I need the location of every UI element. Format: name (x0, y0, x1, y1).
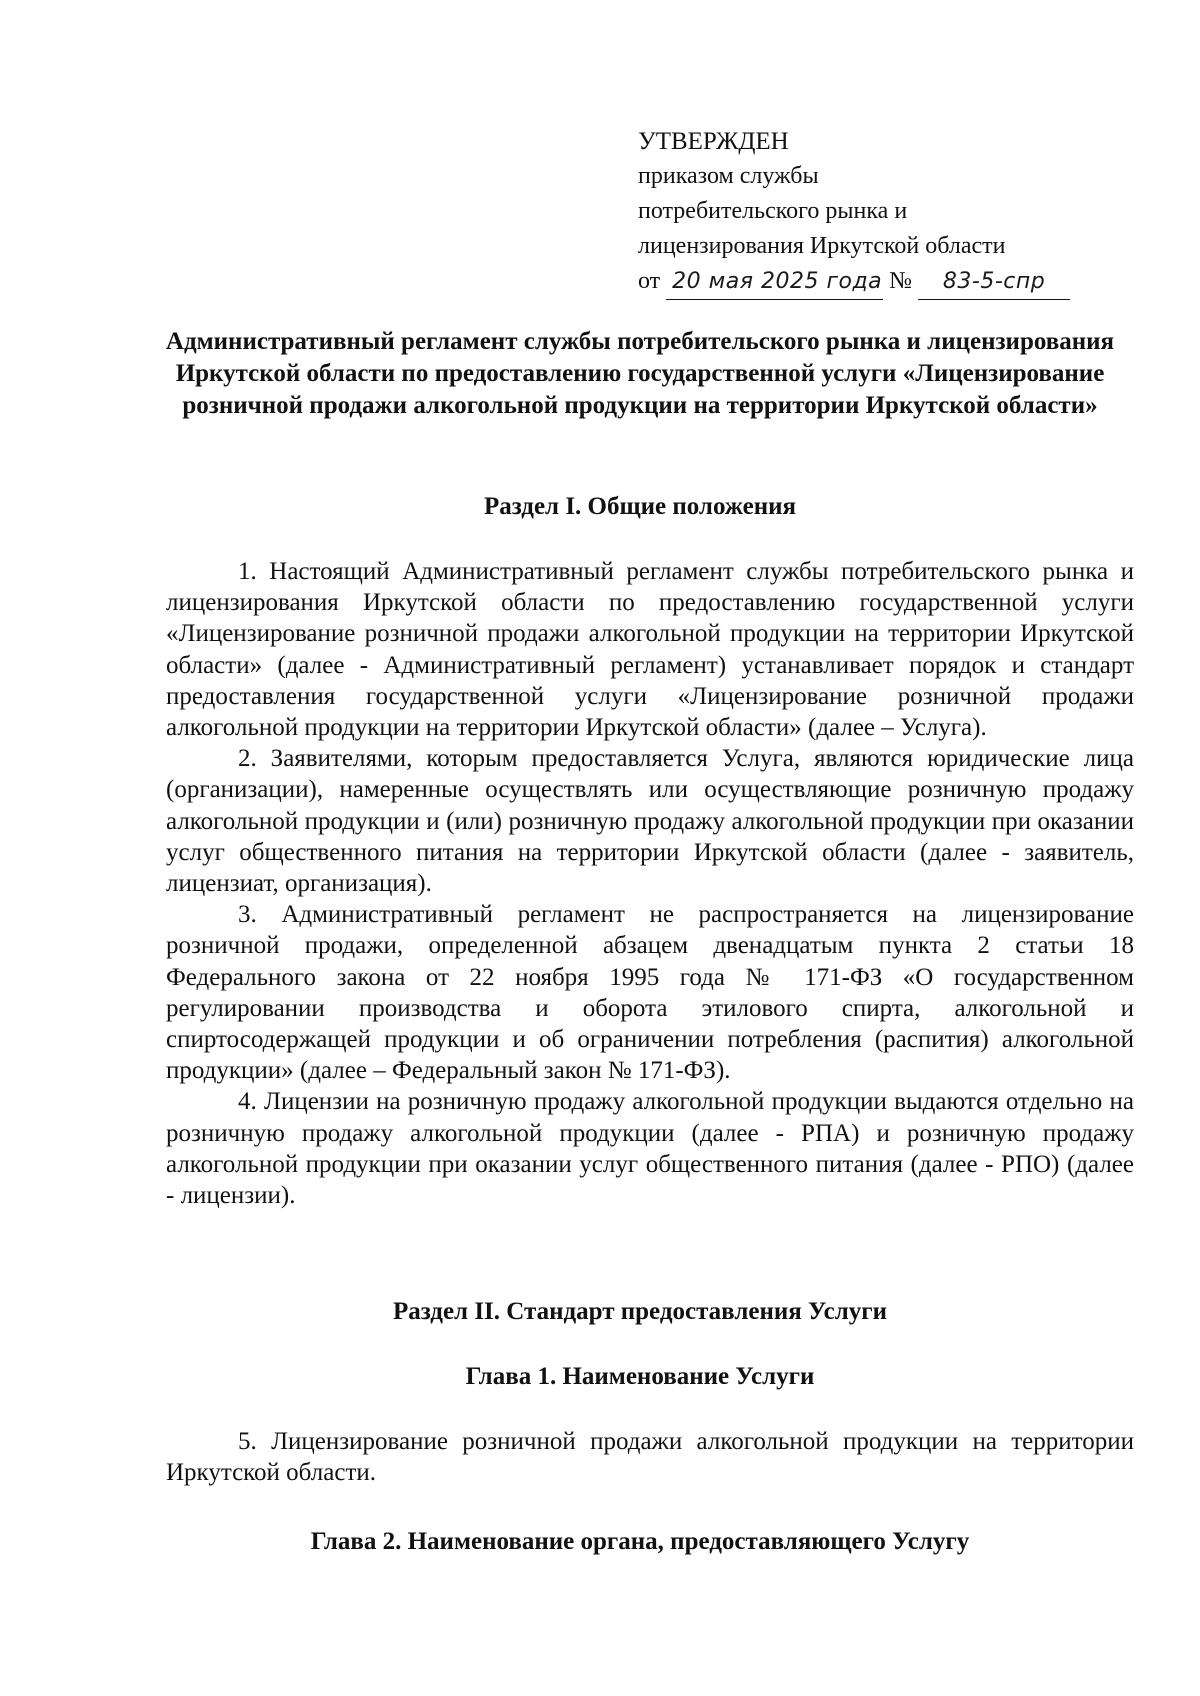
document-title: Административный регламент службы потребительского рынка и лицензирования Иркутской области по предоставлению государственной услуги «Лицензирование розничной продажи алкогольной продукции на территории Иркутской области» (165, 328, 1115, 419)
chapter-1-body (166, 1426, 1134, 1488)
date-prefix: от (638, 268, 661, 294)
handwritten-number: 83-5-спр (918, 264, 1070, 300)
paragraph-2: 2. Заявителями, которым предоставляется Услуга, являются юридические лица (организации), намеренные осуществлять или осуществляющие розничную продажу алкогольной продукции и (или) розничную продажу алкогольной продукции при оказании услуг общественного питания на территории Иркутской области (далее - заявитель, лицензиат, организация). (166, 745, 1134, 898)
approval-line-3: лицензирования Иркутской области (638, 233, 1006, 259)
approval-line-2: потребительского рынка и (638, 198, 908, 224)
paragraph-5: 5. Лицензирование розничной продажи алкогольной продукции на территории Иркутской области. (166, 1428, 1134, 1487)
paragraph-3: 3. Административный регламент не распространяется на лицензирование розничной продажи, определенной абзацем двенадцатым пункта 2 статьи 18 Федерального закона от 22 ноября 1995 года № 171-ФЗ «О государственном регулировании производства и оборота этилового спирта, алкогольной и спиртосодержащей продукции и об ограничении потребления (распития) алкогольной продукции» (далее – Федеральный закон № 171-ФЗ). (166, 901, 1134, 1085)
approval-stamp-block (638, 124, 1098, 300)
paragraph-4: 4. Лицензии на розничную продажу алкогольной продукции выдаются отдельно на розничную продажу алкогольной продукции (далее - РПА) и розничную продажу алкогольной продукции при оказании услуг общественного питания (далее - РПО) (далее - лицензии). (166, 1088, 1134, 1210)
section-2-heading: Раздел II. Стандарт предоставления Услуги (392, 1298, 888, 1325)
section-1-heading: Раздел I. Общие положения (483, 493, 797, 520)
paragraph-1: 1. Настоящий Административный регламент службы потребительского рынка и лицензирования Иркутской области по предоставлению государственной услуги «Лицензирование розничной продажи алкогольной продукции на территории Иркутской области» (далее - Административный регламент) устанавливает порядок и стандарт предоставления государственной услуги «Лицензирование розничной продажи алкогольной продукции на территории Иркутской области» (далее – Услуга). (166, 558, 1134, 742)
handwritten-date: 20 мая 2025 года (666, 264, 883, 300)
approval-date-line (638, 264, 1098, 300)
chapter-1-heading: Глава 1. Наименование Услуги (465, 1363, 815, 1390)
approval-line-1: приказом службы (638, 163, 819, 189)
section-1-body (166, 556, 1134, 1211)
chapter-2-heading: Глава 2. Наименование органа, предоставляющего Услугу (310, 1528, 970, 1555)
approval-title: УТВЕРЖДЕН (638, 128, 789, 155)
number-prefix: № (889, 268, 913, 294)
